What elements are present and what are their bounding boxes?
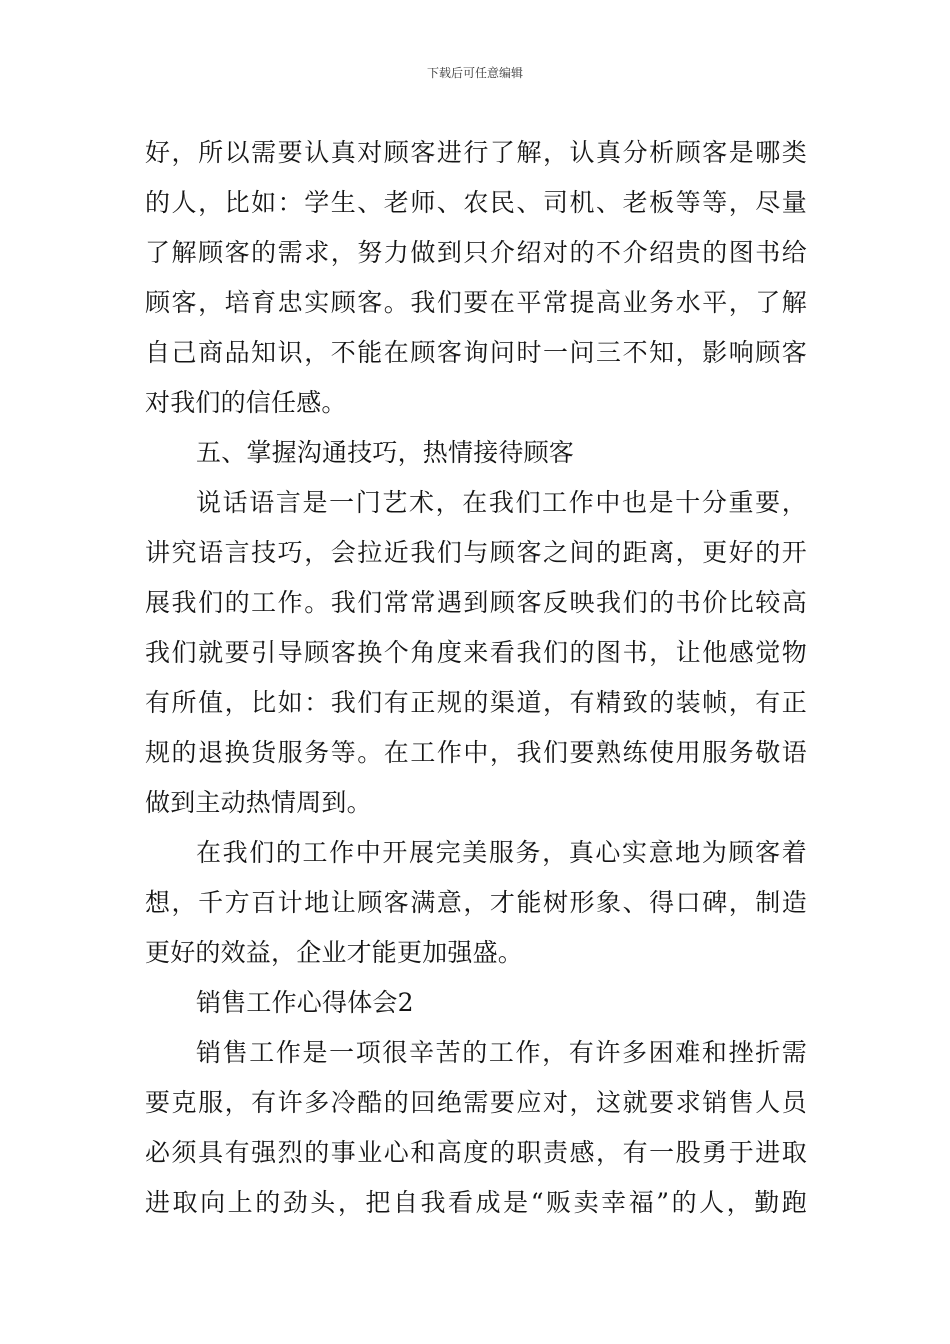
text-line: 进取向上的劲头，把自我看成是“贩卖幸福”的人，勤跑: [145, 1188, 807, 1217]
text-line: 销售工作是一项很辛苦的工作，有许多困难和挫折需: [196, 1038, 807, 1067]
text-line: 自己商品知识，不能在顾客询问时一问三不知，影响顾客: [145, 338, 807, 367]
text-line: 要克服，有许多冷酷的回绝需要应对，这就要求销售人员: [145, 1088, 807, 1117]
text-line: 我们就要引导顾客换个角度来看我们的图书，让他感觉物: [145, 638, 807, 667]
text-line: 展我们的工作。我们常常遇到顾客反映我们的书价比较高: [145, 588, 807, 617]
text-line: 顾客，培育忠实顾客。我们要在平常提高业务水平，了解: [145, 288, 807, 317]
text-line: 有所值，比如：我们有正规的渠道，有精致的装帧，有正: [145, 688, 807, 717]
text-line: 好，所以需要认真对顾客进行了解，认真分析顾客是哪类: [145, 138, 807, 167]
text-line: 对我们的信任感。: [145, 388, 347, 417]
text-line: 说话语言是一门艺术，在我们工作中也是十分重要，: [196, 488, 807, 517]
section-heading: 销售工作心得体会2: [196, 988, 414, 1017]
text-line: 做到主动热情周到。: [145, 788, 372, 817]
text-line: 必须具有强烈的事业心和高度的职责感，有一股勇于进取: [145, 1138, 807, 1167]
text-line: 在我们的工作中开展完美服务，真心实意地为顾客着: [196, 838, 807, 867]
section-heading: 五、掌握沟通技巧，热情接待顾客: [196, 438, 575, 467]
page-header: 下载后可任意编辑: [426, 66, 523, 80]
text-line: 想，千方百计地让顾客满意，才能树形象、得口碑，制造: [145, 888, 807, 917]
document-body: [145, 128, 807, 1228]
text-line: 讲究语言技巧，会拉近我们与顾客之间的距离，更好的开: [145, 538, 807, 567]
text-line: 规的退换货服务等。在工作中，我们要熟练使用服务敬语: [145, 738, 807, 767]
text-line: 了解顾客的需求，努力做到只介绍对的不介绍贵的图书给: [145, 238, 807, 267]
text-line: 的人，比如：学生、老师、农民、司机、老板等等，尽量: [145, 188, 807, 217]
text-line: 更好的效益，企业才能更加强盛。: [145, 938, 524, 967]
